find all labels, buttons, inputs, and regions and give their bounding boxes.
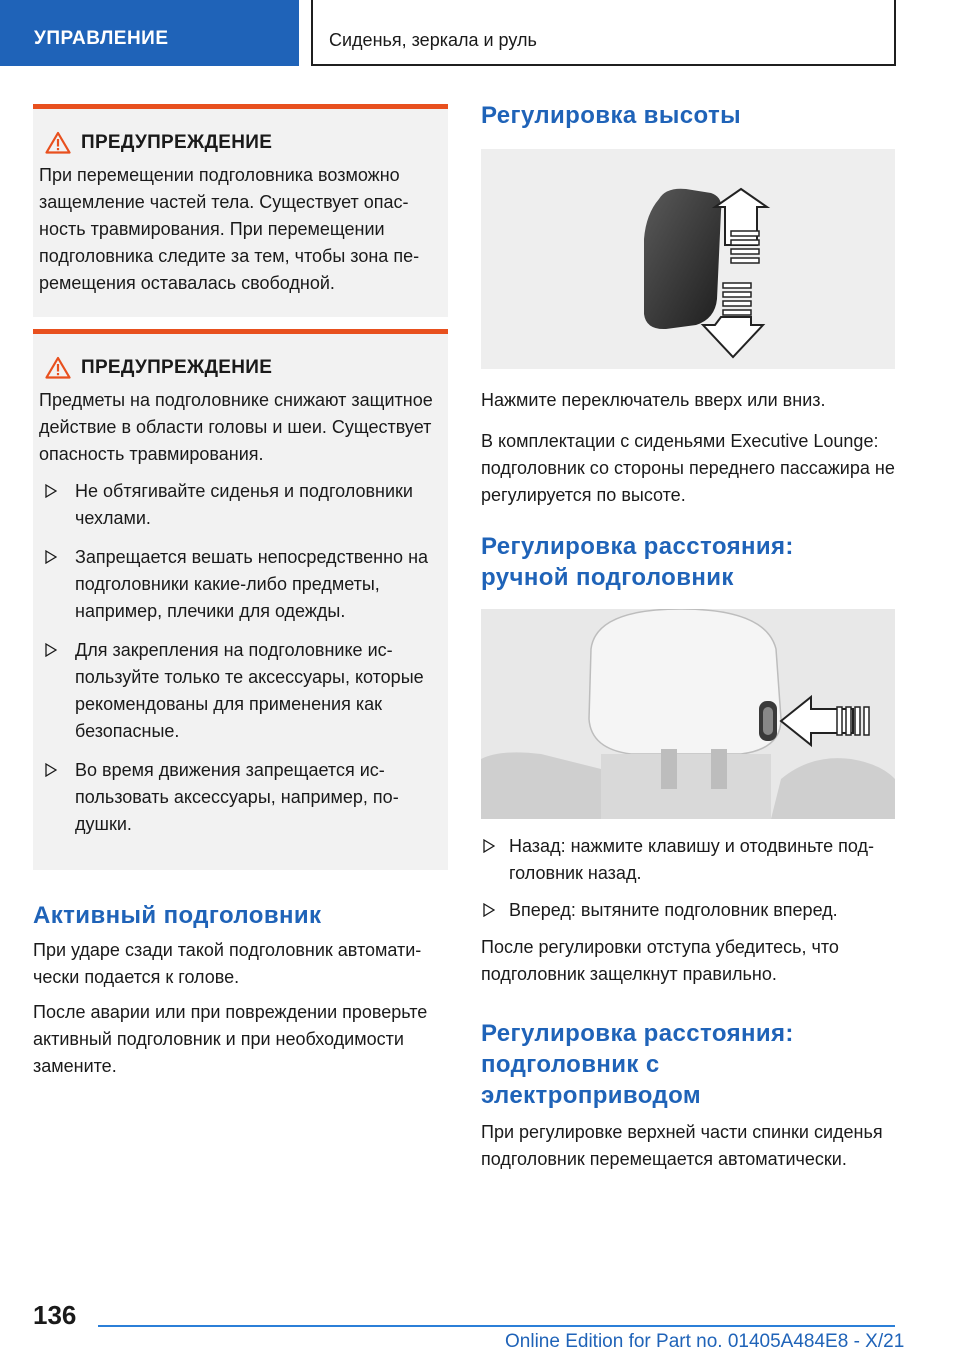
list-item: Запрещается вешать непосредственно на подголовники какие-либо предметы, например, плечики для одежды. [39,544,438,625]
page-number: 136 [33,1300,77,1330]
manual-headrest-image [481,609,895,819]
distance-manual-heading: Регулировка расстояния: ручной подголовник [481,533,794,591]
triangle-bullet-icon [45,550,57,564]
warning-triangle-icon [45,356,71,379]
warning-heading [45,131,438,154]
distance-manual-paragraph: После регулировки отступа убедитесь, что подголовник защелкнут правильно. [481,937,839,984]
active-paragraph-1: При ударе сзади такой подголовник автоматически подается к голове. [33,940,422,987]
triangle-bullet-icon [45,484,57,498]
distance-electric-heading: Регулировка расстояния: подголовник с электроприводом [481,1020,794,1109]
warning-text: При перемещении подголовника возможно защемление частей тела. Существует опасность травмирования. При перемещении подголовника следите за тем, чтобы зона перемещения оставалась свободной. [39,165,420,293]
distance-manual-list [481,833,895,924]
list-item: Во время движения запрещается использовать аксессуары, например, подушки. [39,757,438,838]
list-item: Не обтягивайте сиденья и подголовники чехлами. [39,478,438,532]
section-tab [0,0,299,66]
section-title: УПРАВЛЕНИЕ [34,28,169,49]
warning-heading [45,356,438,379]
height-paragraph-1: Нажмите переключатель вверх или вниз. [481,390,826,410]
warning-box-2 [33,329,448,870]
warning-list [39,478,438,838]
height-paragraph-2: В комплектации с сиденьями Executive Lounge: подголовник со стороны переднего пассажира не регулируется по высоте. [481,431,895,505]
headrest-switch-image [481,149,895,369]
left-column [33,104,448,1088]
warning-title: ПРЕДУПРЕЖДЕНИЕ [81,131,273,153]
footer-divider [98,1325,895,1327]
warning-box-1 [33,104,448,317]
active-paragraph-2: После аварии или при повреждении проверьте активный подголовник и при необходимости замените. [33,1002,428,1076]
manual-headrest-illustration [481,609,895,819]
distance-electric-paragraph: При регулировке верхней части спинки сиденья подголовник перемещается автоматически. [481,1122,883,1169]
warning-text: Предметы на подголовнике снижают защитное действие в области головы и шеи. Существует опасность травмирования. [39,390,433,464]
height-heading: Регулировка высоты [481,102,741,129]
active-headrest-heading: Активный подголовник [33,902,322,929]
list-item: Для закрепления на подголовнике используйте только те аксессуары, которые рекомендованы для применения как безопасные. [39,637,438,745]
chapter-title: Сиденья, зеркала и руль [329,30,537,50]
warning-title: ПРЕДУПРЕЖДЕНИЕ [81,356,273,378]
height-switch-illustration [481,149,895,369]
triangle-bullet-icon [45,763,57,777]
right-column [481,100,895,1181]
triangle-bullet-icon [483,903,495,917]
list-item: Вперед: вытяните подголовник вперед. [481,897,895,924]
triangle-bullet-icon [483,839,495,853]
chapter-header [311,0,896,66]
warning-triangle-icon [45,131,71,154]
triangle-bullet-icon [45,643,57,657]
edition-footer: Online Edition for Part no. 01405A484E8 - X/21 [505,1331,905,1352]
list-item: Назад: нажмите клавишу и отодвиньте подголовник назад. [481,833,895,887]
